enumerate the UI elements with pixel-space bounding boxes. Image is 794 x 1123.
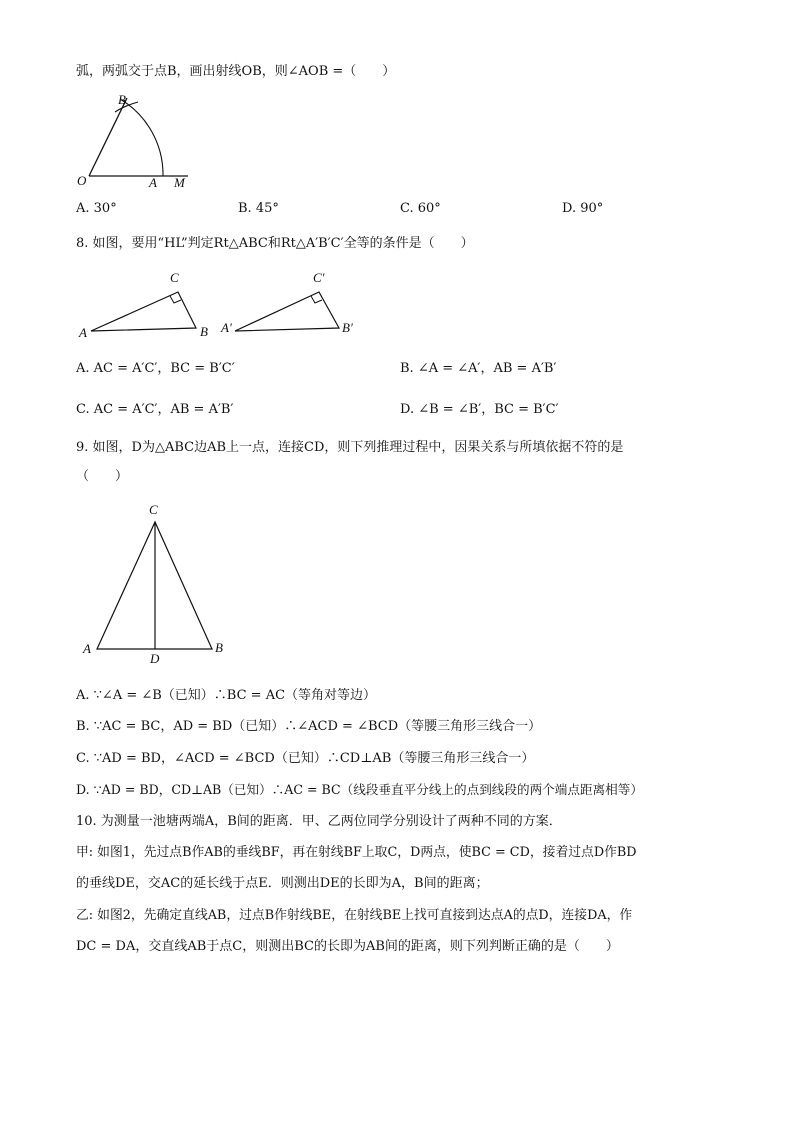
q8-label-C-prime: C′ [313, 270, 325, 285]
q9-option-b: B. ∵AC = BC，AD = BD（已知）∴∠ACD = ∠BCD（等腰三角形三线合一） [76, 719, 542, 734]
q8-label-A-prime: A′ [221, 320, 232, 335]
q10-line-5: DC = DA，交直线AB于点C，则测出BC的长即为AB间的距离，则下列判断正确的是（ ） [76, 939, 619, 954]
q7-option-d: D. 90° [562, 201, 604, 216]
q7-stem-tail: 弧，两弧交于点B，画出射线OB，则∠AOB =（ ） [76, 64, 396, 79]
q9-blank: （ ） [76, 469, 129, 484]
q7-option-a: A. 30° [76, 201, 117, 216]
q9-option-c: C. ∵AD = BD，∠ACD = ∠BCD（已知）∴CD⊥AB（等腰三角形三线合一） [76, 751, 535, 766]
q9-label-A: A [83, 641, 91, 656]
q8-label-B: B [200, 324, 208, 339]
q7-label-O: O [77, 173, 87, 188]
q9-option-d: D. ∵AD = BD，CD⊥AB（已知）∴AC = BC（线段垂直平分线上的点到线段的两个端点距离相等） [76, 782, 643, 797]
q7-label-A: A [149, 175, 157, 190]
q10-line-3: 的垂线DE，交AC的延长线于点E．则测出DE的长即为A，B间的距离； [76, 876, 489, 891]
q7-label-B: B [118, 92, 126, 107]
q8-option-d: D. ∠B = ∠B′，BC = B′C′ [400, 402, 559, 417]
q10-line-2: 甲: 如图1，先过点B作AB的垂线BF，再在射线BF上取C，D两点，使BC = CD，接着过点D作BD [76, 845, 637, 860]
q7-figure [76, 88, 196, 188]
q9-label-B: B [215, 640, 223, 655]
q8-label-B-prime: B′ [342, 320, 353, 335]
q9-figure [76, 505, 236, 675]
q7-option-b: B. 45° [238, 201, 279, 216]
q8-stem: 8. 如图，要用“HL”判定Rt△ABC和Rt△A′B′C′全等的条件是（ ） [76, 236, 474, 251]
q8-option-a: A. AC = A′C′，BC = B′C′ [76, 361, 235, 376]
q9-label-C: C [149, 502, 158, 517]
q8-figure [76, 270, 376, 350]
q8-option-c: C. AC = A′C′，AB = A′B′ [76, 402, 234, 417]
q8-option-b: B. ∠A = ∠A′，AB = A′B′ [400, 361, 557, 376]
q7-label-M: M [174, 175, 185, 190]
q9-label-D: D [150, 651, 160, 666]
q8-label-A: A [79, 325, 87, 340]
q9-option-a: A. ∵∠A = ∠B（已知）∴BC = AC（等角对等边） [76, 688, 377, 703]
q10-line-1: 10. 为测量一池塘两端A，B间的距离．甲、乙两位同学分别设计了两种不同的方案． [76, 814, 562, 829]
q7-option-c: C. 60° [400, 201, 441, 216]
q8-label-C: C [170, 270, 179, 285]
q9-stem: 9. 如图，D为△ABC边AB上一点，连接CD，则下列推理过程中，因果关系与所填依据不符的是 [76, 440, 624, 455]
q10-line-4: 乙: 如图2，先确定直线AB，过点B作射线BE，在射线BE上找可直接到达点A的点D，连接DA，作 [76, 908, 633, 923]
